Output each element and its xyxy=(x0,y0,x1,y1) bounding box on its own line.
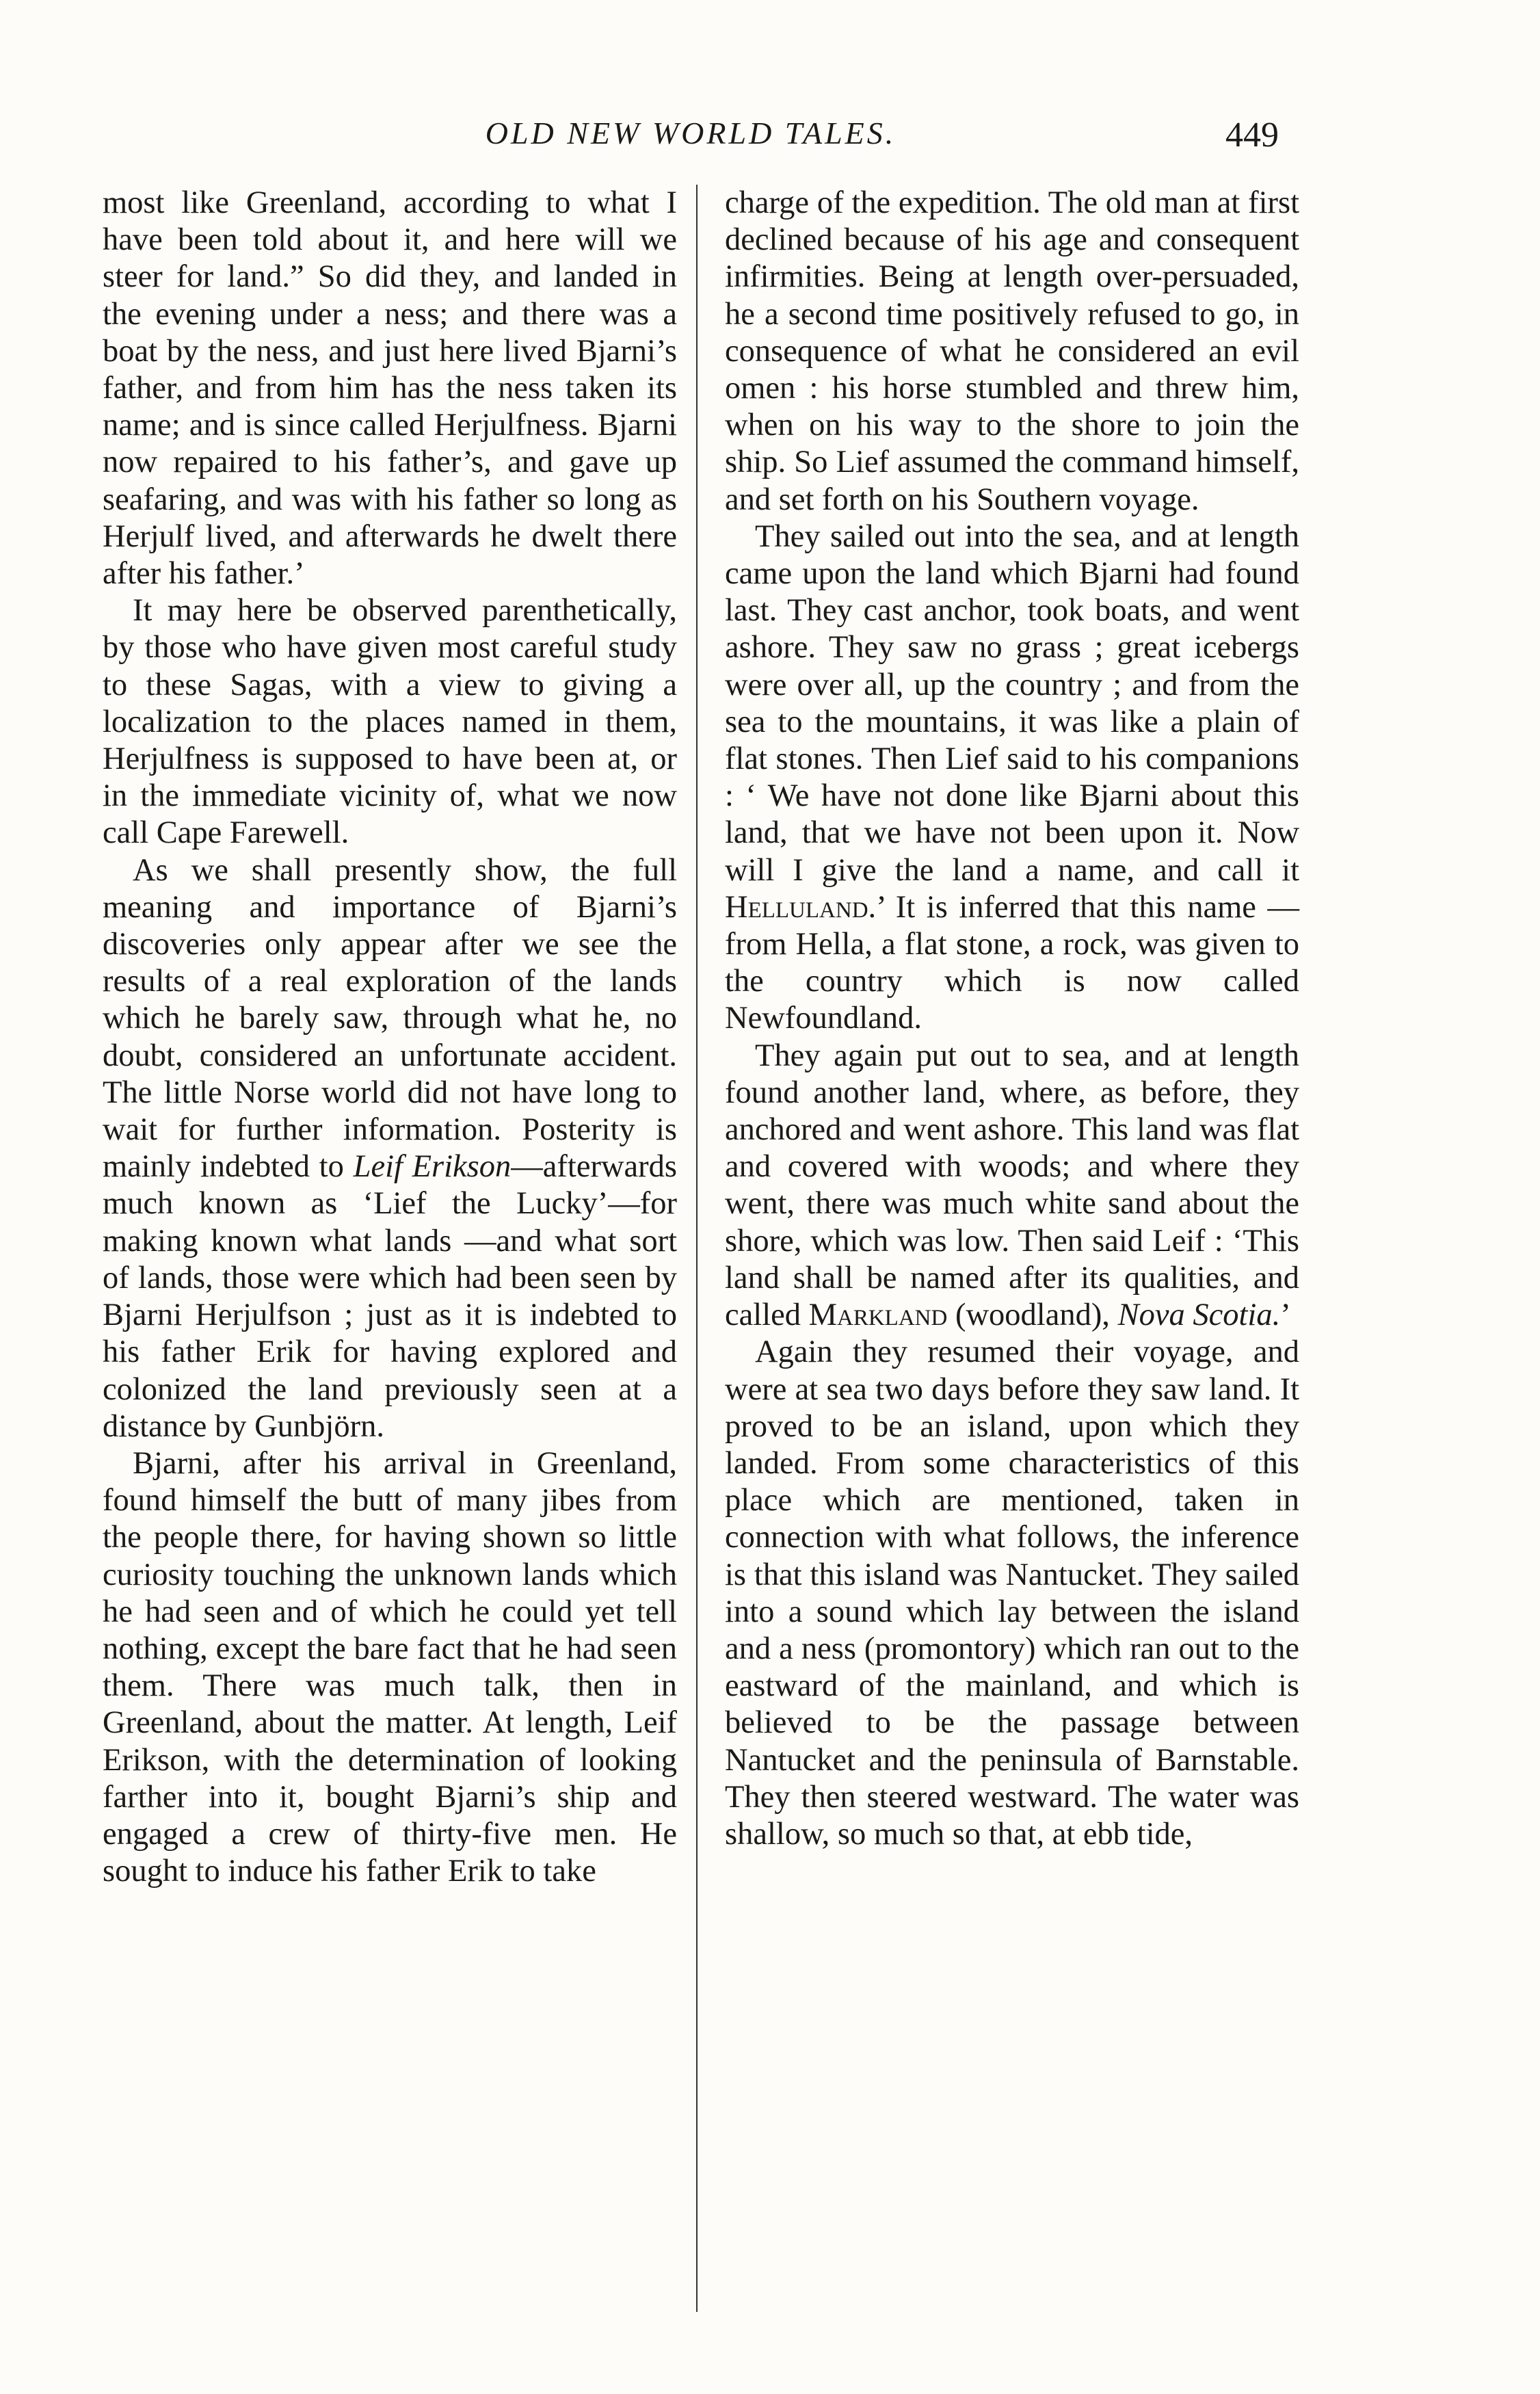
column-divider xyxy=(696,185,698,2312)
small-caps-name: Helluland xyxy=(725,889,868,925)
text-run: (woodland), xyxy=(955,1298,1110,1333)
page-header xyxy=(103,115,1279,163)
left-column xyxy=(103,185,677,1890)
text-run: .’ It is inferred that this name —from Hella, a flat stone, a rock, was given to the country which is now called Newfoundland. xyxy=(725,889,1299,1036)
text-run: As we shall presently show, the full meaning and importance of Bjarni’s discoveries only appear after we see the results of a real exploration of the lands which he barely saw, through what he, no doubt, considered an unfortunate accident. The little Norse world did not have long to wait for further information. Posterity is mainly indebted to xyxy=(103,852,677,1185)
italic-name: Nova Scotia. xyxy=(1117,1298,1281,1333)
text-run: ’ xyxy=(1280,1298,1291,1333)
paragraph: It may here be observed parenthetically, by those who have given most careful study to these Sagas, with a view to giving a localization to the places named in them, Herjulfness is supposed to have been at, or in the immediate vicinity of, what we now call Cape Farewell. xyxy=(103,593,677,851)
text-run: They sailed out into the sea, and at length came upon the land which Bjarni had found last. They cast anchor, took boats, and went ashore. They saw no grass ; great icebergs were over all, up the country ; and from the sea to the mountains, it was like a plain of flat stones. Then Lief said to his companions : ‘ We have not done like Bjarni about this land, that we have not been upon it. Now will I give the land a name, and call it xyxy=(725,518,1299,888)
text-run: They again put out to sea, and at length found another land, where, as before, they anchored and went ashore. This land was flat and covered with woods; and where they went, there was much white sand about the shore, which was low. Then said Leif : ‘This land shall be named after its qualities, and called xyxy=(725,1038,1299,1333)
paragraph: Bjarni, after his arrival in Greenland, found himself the butt of many jibes from the people there, for having shown so little curiosity touching the unknown lands which he had seen and of which he could yet tell nothing, except the bare fact that he had seen them. There was much talk, then in Greenland, about the matter. At length, Leif Erikson, with the determination of looking farther into it, bought Bjarni’s ship and engaged a crew of thirty-five men. He sought to induce his father Erik to take xyxy=(103,1445,677,1889)
text-run: —afterwards much known as ‘Lief the Lucky’—for making known what lands —and what sort of lands, those were which had been seen by Bjarni Herjulfson ; just as it is indebted to his father Erik for having explored and colonized the land previously seen at a distance by Gunbjörn. xyxy=(103,1149,678,1444)
small-caps-name: Markland xyxy=(808,1298,948,1333)
paragraph xyxy=(725,518,1299,1038)
paragraph xyxy=(725,1038,1299,1334)
running-title: OLD NEW WORLD TALES. xyxy=(485,116,897,150)
right-column xyxy=(725,185,1299,1853)
paragraph: charge of the expedition. The old man at first declined because of his age and consequent infirmities. Being at length over-persuaded, he a second time positively refused to go, in consequence of what he considered an evil omen : his horse stumbled and threw him, when on his way to the shore to join the ship. So Lief assumed the command himself, and set forth on his Southern voyage. xyxy=(725,185,1299,517)
paragraph xyxy=(103,852,677,1445)
paragraph: most like Greenland, according to what I have been told about it, and here will we steer for land.” So did they, and landed in the evening under a ness; and there was a boat by the ness, and just here lived Bjarni’s father, and from him has the ness taken its name; and is since called Herjulfness. Bjarni now repaired to his father’s, and gave up seafaring, and was with his father so long as Herjulf lived, and afterwards he dwelt there after his father.’ xyxy=(103,185,677,592)
page-number: 449 xyxy=(1225,116,1279,155)
italic-name: Leif Erikson xyxy=(353,1149,512,1185)
paragraph: Again they resumed their voyage, and were at sea two days before they saw land. It proved to be an island, upon which they landed. From some characteristics of this place which are mentioned, taken in connection with what follows, the inference is that this island was Nantucket. They sailed into a sound which lay between the island and a ness (promontory) which ran out to the eastward of the mainland, and which is believed to be the passage between Nantucket and the peninsula of Barnstable. They then steered westward. The water was shallow, so much so that, at ebb tide, xyxy=(725,1334,1299,1852)
